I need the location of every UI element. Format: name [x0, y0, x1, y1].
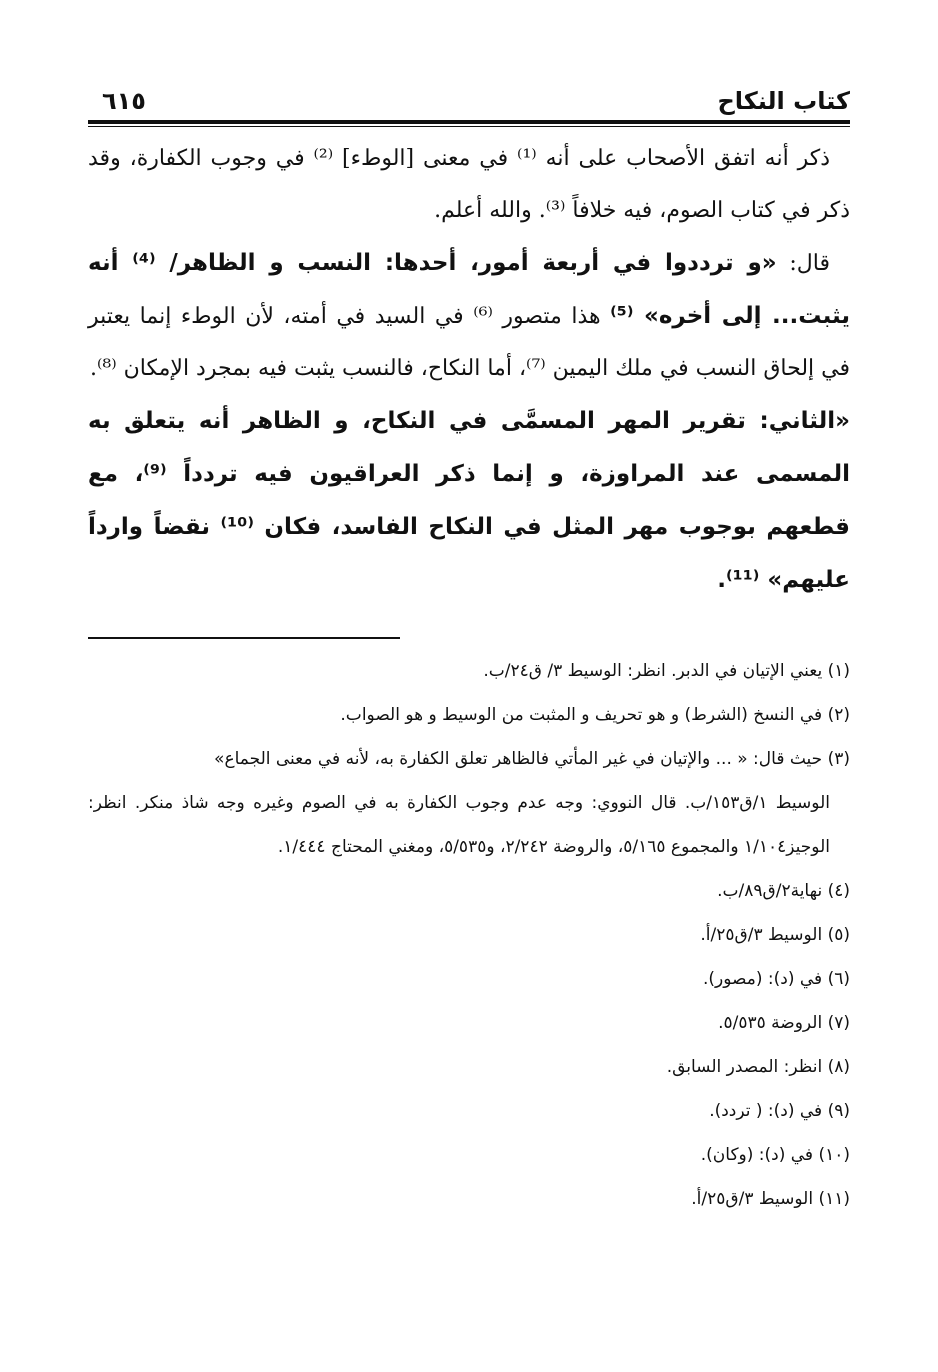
- footnote-11: (١١) الوسيط ٣/ق٢٥/أ.: [691, 1189, 850, 1209]
- paragraph-3: [88, 395, 850, 607]
- paragraph-2-lead: قال:: [789, 251, 831, 276]
- footnote-5: (٥) الوسيط ٣/ق٢٥/أ.: [700, 925, 850, 945]
- footnote-8: (٨) انظر: المصدر السابق.: [666, 1057, 850, 1077]
- header-rule-thick: [88, 120, 850, 124]
- main-text: [88, 133, 850, 607]
- footnotes: [88, 649, 850, 1221]
- footnote-9: (٩) في (د): ( تردد).: [709, 1101, 850, 1121]
- page-number: ٦١٥: [102, 87, 146, 115]
- paragraph-2-commentary: هذا متصور ⁽⁶⁾ في السيد في أمته، لأن الوطء إنما يعتبر في إلحاق النسب في ملك اليمين ⁽⁷⁾، أما النكاح، فالنسب يثبت فيه بمجرد الإمكان ⁽⁸⁾.: [88, 304, 850, 381]
- footnote-separator: [88, 637, 400, 639]
- paragraph-1: ذكر أنه اتفق الأصحاب على أنه ⁽¹⁾ في معنى [الوطء] ⁽²⁾ في وجوب الكفارة، وقد ذكر في كتاب الصوم، فيه خلافاً ⁽³⁾. والله أعلم.: [88, 146, 850, 223]
- footnote-3: (٣) حيث قال: « ... والإتيان في غير المأتي فالظاهر تعلق الكفارة به، لأنه في معنى الجماع»: [214, 749, 850, 769]
- paragraph-2: [88, 237, 850, 395]
- footnote-7: (٧) الروضة ٥/٥٣٥.: [718, 1013, 850, 1033]
- header-rule-thin: [88, 126, 850, 127]
- book-page: [88, 70, 850, 1290]
- chapter-title: كتاب النكاح: [717, 87, 850, 115]
- footnote-2: (٢) في النسخ (الشرط) و هو تحريف و المثبت من الوسيط و هو الصواب.: [340, 705, 850, 725]
- paragraph-3-quote: «الثاني: تقرير المهر المسمَّى في النكاح، و الظاهر أنه يتعلق به المسمى عند المراوزة، و إنما ذكر العراقيون فيه تردداً ⁽⁹⁾، مع قطعهم بوجوب مهر المثل في النكاح الفاسد، فكان ⁽¹⁰⁾ نقضاً وارداً عليهم» ⁽¹¹⁾.: [88, 408, 850, 593]
- footnote-6: (٦) في (د): (مصور).: [703, 969, 850, 989]
- footnote-3-continuation: الوسيط ١/ق١٥٣/ب. قال النووي: وجه عدم وجوب الكفارة به في الصوم وغيره وجه شاذ منكر. انظر: الوجيز١/١٠٤ والمجموع ٥/١٦٥، والروضة ٢/٢٤٢، و٥/٥٣٥، ومغني المحتاج ١/٤٤٤.: [88, 793, 830, 857]
- running-header: [88, 70, 850, 116]
- footnote-10: (١٠) في (د): (وكان).: [700, 1145, 850, 1165]
- footnote-4: (٤) نهاية٢/ق٨٩/ب.: [717, 881, 850, 901]
- paragraph-2-quote: «و ترددوا في أربعة أمور، أحدها: النسب و الظاهر/ ⁽⁴⁾ أنه يثبت... إلى أخره» ⁽⁵⁾: [88, 250, 850, 329]
- footnote-1: (١) يعني الإتيان في الدبر. انظر: الوسيط ٣/ ق٢٤/ب.: [483, 661, 850, 681]
